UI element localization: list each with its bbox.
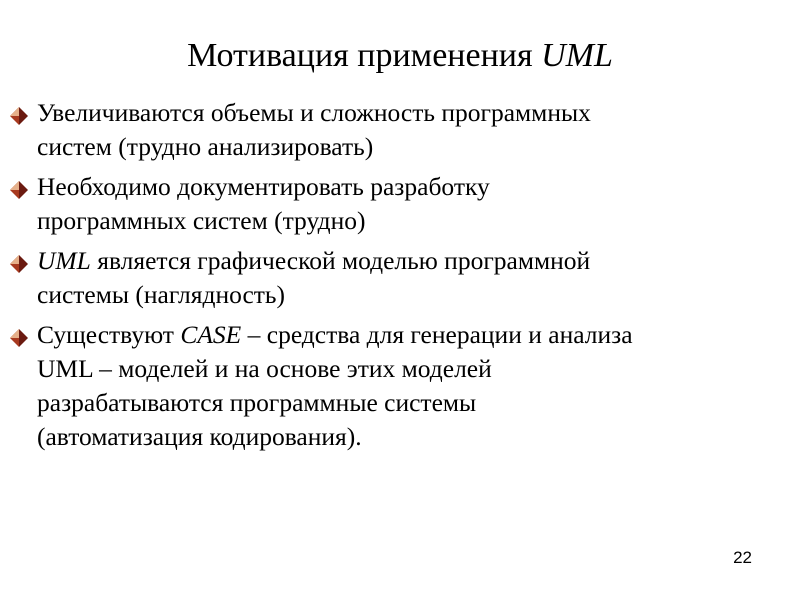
- bullet-line: систем (трудно анализировать): [37, 132, 374, 161]
- bullet-line: Необходимо документировать разработку: [37, 172, 490, 201]
- title-text: Мотивация применения: [187, 37, 533, 74]
- bullet-face-right: [19, 329, 28, 347]
- bullet-line: UML – моделей и на основе этих моделей: [37, 354, 492, 383]
- bullet-text: Существуют: [37, 320, 181, 349]
- title-emphasis: UML: [541, 37, 613, 74]
- bullet-highlight: [10, 255, 19, 264]
- 3d-bullet-icon: [8, 327, 30, 349]
- bullet-text: – средства для генерации и анализа: [241, 320, 633, 349]
- bullet-line: Увеличиваются объемы и сложность программных: [37, 98, 591, 127]
- bullet-list: [0, 96, 800, 460]
- 3d-bullet-icon: [8, 253, 30, 275]
- bullet-item: [0, 318, 800, 454]
- bullet-line: системы (наглядность): [37, 280, 286, 309]
- bullet-line: разрабатываются программные системы: [37, 388, 477, 417]
- bullet-line: программных систем (трудно): [37, 206, 366, 235]
- page-number: 22: [733, 548, 752, 567]
- bullet-face-right: [19, 255, 28, 273]
- 3d-bullet-icon: [8, 105, 30, 127]
- bullet-highlight: [10, 329, 19, 338]
- bullet-line: [37, 318, 776, 352]
- bullet-highlight: [10, 107, 19, 116]
- bullet-text: является графической моделью программной: [90, 246, 591, 275]
- uml-emphasis: UML: [37, 246, 91, 275]
- bullet-highlight: [10, 181, 19, 190]
- bullet-face-right: [19, 181, 28, 199]
- bullet-item: [0, 244, 800, 312]
- bullet-item: [0, 170, 800, 238]
- bullet-line: (автоматизация кодирования).: [37, 422, 362, 451]
- case-emphasis: CASE: [180, 320, 242, 349]
- bullet-face-right: [19, 107, 28, 125]
- bullet-line: [37, 244, 776, 278]
- bullet-item: [0, 96, 800, 164]
- slide-title: [0, 36, 800, 76]
- 3d-bullet-icon: [8, 179, 30, 201]
